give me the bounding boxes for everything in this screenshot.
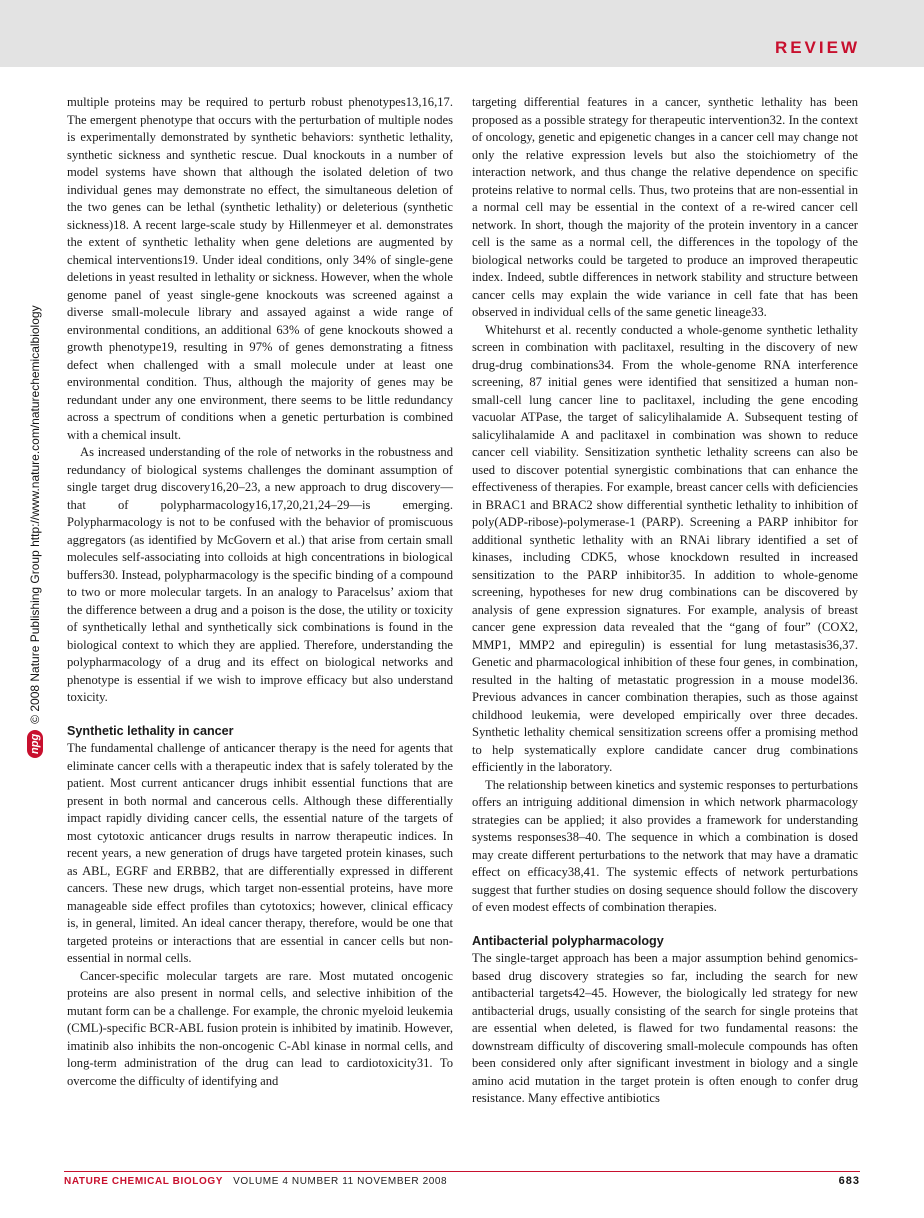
paragraph: Whitehurst et al. recently conducted a whole-genome synthetic lethality screen in combination with paclitaxel, resulting in the discovery of new drug-drug combinations34. From the whole-genome RNA interference screening, 87 initial genes were identified that sensitized a human non-small-cell lung cancer line to paclitaxel, including the gene encoding vacuolar ATPase, the target of salicylihalamide A. Subsequent testing of salicylihalamide A and paclitaxel in combination was shown to reduce cancer cell viability. Sensitization synthetic lethality screens can also be used to discover potential synergistic combinations that can enhance the effectiveness of therapies. For example, breast cancer cells with deficiencies in BRAC1 and BRAC2 show differential synthetic lethality to inhibition of poly(ADP-ribose)-polymerase-1 (PARP). Screening a PARP inhibitor for additional synthetic lethality with an RNAi library identified a set of kinases, including CDK5, whose knockdown resulted in increased sensitization to the PARP inhibitor35. In addition to whole-genome screening, hypotheses for new drug combinations can be discovered by analysis of gene expression signatures. For example, analysis of breast cancer gene expression data revealed that the “gang of four” (COX2, MMP1, MMP2 and epiregulin) is essential for lung metastasis36,37. Genetic and pharmacological inhibition of these four genes, in combination, resulted in the halting of metastatic progression in a mouse model36. Previous advances in cancer combination therapies, such as those against childhood leukemia, were developed empirically over three decades. Synthetic lethality chemical sensitization screens offer a promising method to help systematically explore candidate cancer drug combinations efficiently in the laboratory.	[472, 322, 858, 774]
paragraph: targeting differential features in a cancer, synthetic lethality has been proposed as a possible strategy for therapeutic intervention32. In the context of oncology, genetic and epigenetic changes in a cancer cell may change not only the relative expression levels but also the stoichiometry of the interaction network, and thus change the relative dependence on specific proteins relative to normal cells. Thus, two proteins that are non-essential in a normal cell may be essential in the context of a re-wired cancer cell network. In short, though the majority of the protein inventory in a cancer cell is the same as a normal cell, the differences in the topology of the biological networks could be targeted to produce an improved therapeutic index. Indeed, subtle differences in network stability and structure between cancer cells may explain the wide variance in cell fate that has been observed in individual cells of the same genetic lineage33.	[472, 95, 858, 319]
section-label: REVIEW	[774, 38, 860, 57]
paragraph: The relationship between kinetics and systemic responses to perturbations offers an intriguing additional dimension in which network pharmacology strategies can be applied; it also provides a framework for understanding systems responses38–40. The sequence in which a combination is dosed may create different perturbations to the network that may have a dramatic effect on efficacy38,41. The systemic effects of network perturbations suggest that further studies on dosing sequence should follow the discovery of even modest effects of combination therapies.	[472, 777, 858, 914]
paragraph: The single-target approach has been a major assumption behind genomics-based drug discovery strategies so far, including the search for new antibacterial targets42–45. However, the biologically led strategy for new antibacterial drugs, usually consisting of the search for single proteins that are essential when deleted, is flawed for two fundamental reasons: the downstream difficulty of discovering small-molecule compounds has often been considered only after significant investment in biology and a single amino acid mutation in the target protein is often enough to confer drug resistance. Many effective antibiotics	[472, 951, 858, 1105]
npg-logo: npg	[27, 730, 43, 758]
section-heading: Synthetic lethality in cancer	[67, 723, 234, 738]
paragraph: Cancer-specific molecular targets are rare. Most mutated oncogenic proteins are also present in normal cells, and selective inhibition of the mutant form can be a challenge. For example, the chronic myeloid leukemia (CML)-specific BCR-ABL fusion protein is inhibited by imatinib. However, imatinib also inhibits the non-oncogenic C-Abl kinase in normal cells, and long-term administration of the drug can lead to cardiotoxicity31. To overcome the difficulty of identifying and	[67, 968, 453, 1088]
copyright-text: © 2008 Nature Publishing Group http://www.nature.com/naturechemicalbiology	[28, 305, 42, 724]
copyright-sidebar	[24, 198, 46, 758]
footer	[64, 1176, 447, 1187]
journal-name: NATURE CHEMICAL BIOLOGY	[64, 1176, 223, 1187]
paragraph: multiple proteins may be required to perturb robust phenotypes13,16,17. The emergent phenotype that occurs with the perturbation of multiple nodes is experimentally demonstrated by synthetic behaviors: synthetic lethality, synthetic sickness and synthetic rescue. Dual knockouts in a number of model systems have shown that although the isolated deletion of two individual genes may demonstrate no effect, the simultaneous deletion of the two genes can be lethal (synthetic lethality) or deleterious (synthetic sickness)18. A recent large-scale study by Hillenmeyer et al. demonstrates the extent of synthetic lethality when gene deletions are augmented by chemical interventions19. Under ideal conditions, only 34% of single-gene deletions in yeast resulted in lethality or sickness. However, when the whole genome panel of yeast single-gene knockouts was screened against a diverse small-molecule library and assayed against a wide range of environmental conditions, an additional 63% of gene knockouts showed a growth phenotype19, resulting in 97% of genes demonstrating a fitness defect when challenged with a small molecule under at least one environmental condition. Thus, although the majority of genes may be redundant under any one environment, there seems to be little redundancy across a spectrum of conditions when a genetic perturbation is combined with a chemical insult.	[67, 95, 453, 442]
page-number: 683	[838, 1175, 860, 1187]
section-heading: Antibacterial polypharmacology	[472, 933, 664, 948]
issue-info: VOLUME 4 NUMBER 11 NOVEMBER 2008	[233, 1176, 448, 1187]
left-column	[67, 94, 453, 1090]
paragraph: As increased understanding of the role of networks in the robustness and redundancy of biological systems challenges the dominant assumption of single target drug discovery16,20–23, a new approach to drug discovery—that of polypharmacology16,17,20,21,24–29—is emerging. Polypharmacology is not to be confused with the behavior of promiscuous aggregators (as identified by McGovern et al.) that arise from certain small molecules self-associating into colloids at high concentrations in biological buffers30. Instead, polypharmacology is the specific binding of a compound to two or more molecular targets. In an analogy to Paracelsus’ axiom that the difference between a drug and a poison is the dose, the utility or toxicity of synthetically lethal and synthetically sick combinations is found in the biological context to which they are applied. Therefore, understanding the polypharmacology of a drug and its effect on biological networks and phenotype is essential if we wish to improve efficacy but also understand toxicity.	[67, 445, 453, 704]
right-column	[472, 94, 858, 1108]
paragraph: The fundamental challenge of anticancer therapy is the need for agents that eliminate cancer cells with a therapeutic index that is safely tolerated by the patient. Most current anticancer drugs inhibit essential functions that are present in both normal and cancerous cells. Although these differentially impact rapidly dividing cancer cells, the essential nature of the targets of most cytotoxic anticancer drugs results in narrow therapeutic indices. In recent years, a new generation of drugs have targeted protein kinases, such as ABL, EGRF and ERBB2, that are differentially expressed in different cancers. These new drugs, which target non-essential proteins, have more manageable side effect profiles than cytotoxics; however, clinical efficacy is, in general, limited. An ideal cancer therapy, therefore, would be one that targeted proteins or interactions that are essential in cancer cells but non-essential in normal cells.	[67, 741, 453, 965]
footer-rule	[64, 1171, 860, 1172]
